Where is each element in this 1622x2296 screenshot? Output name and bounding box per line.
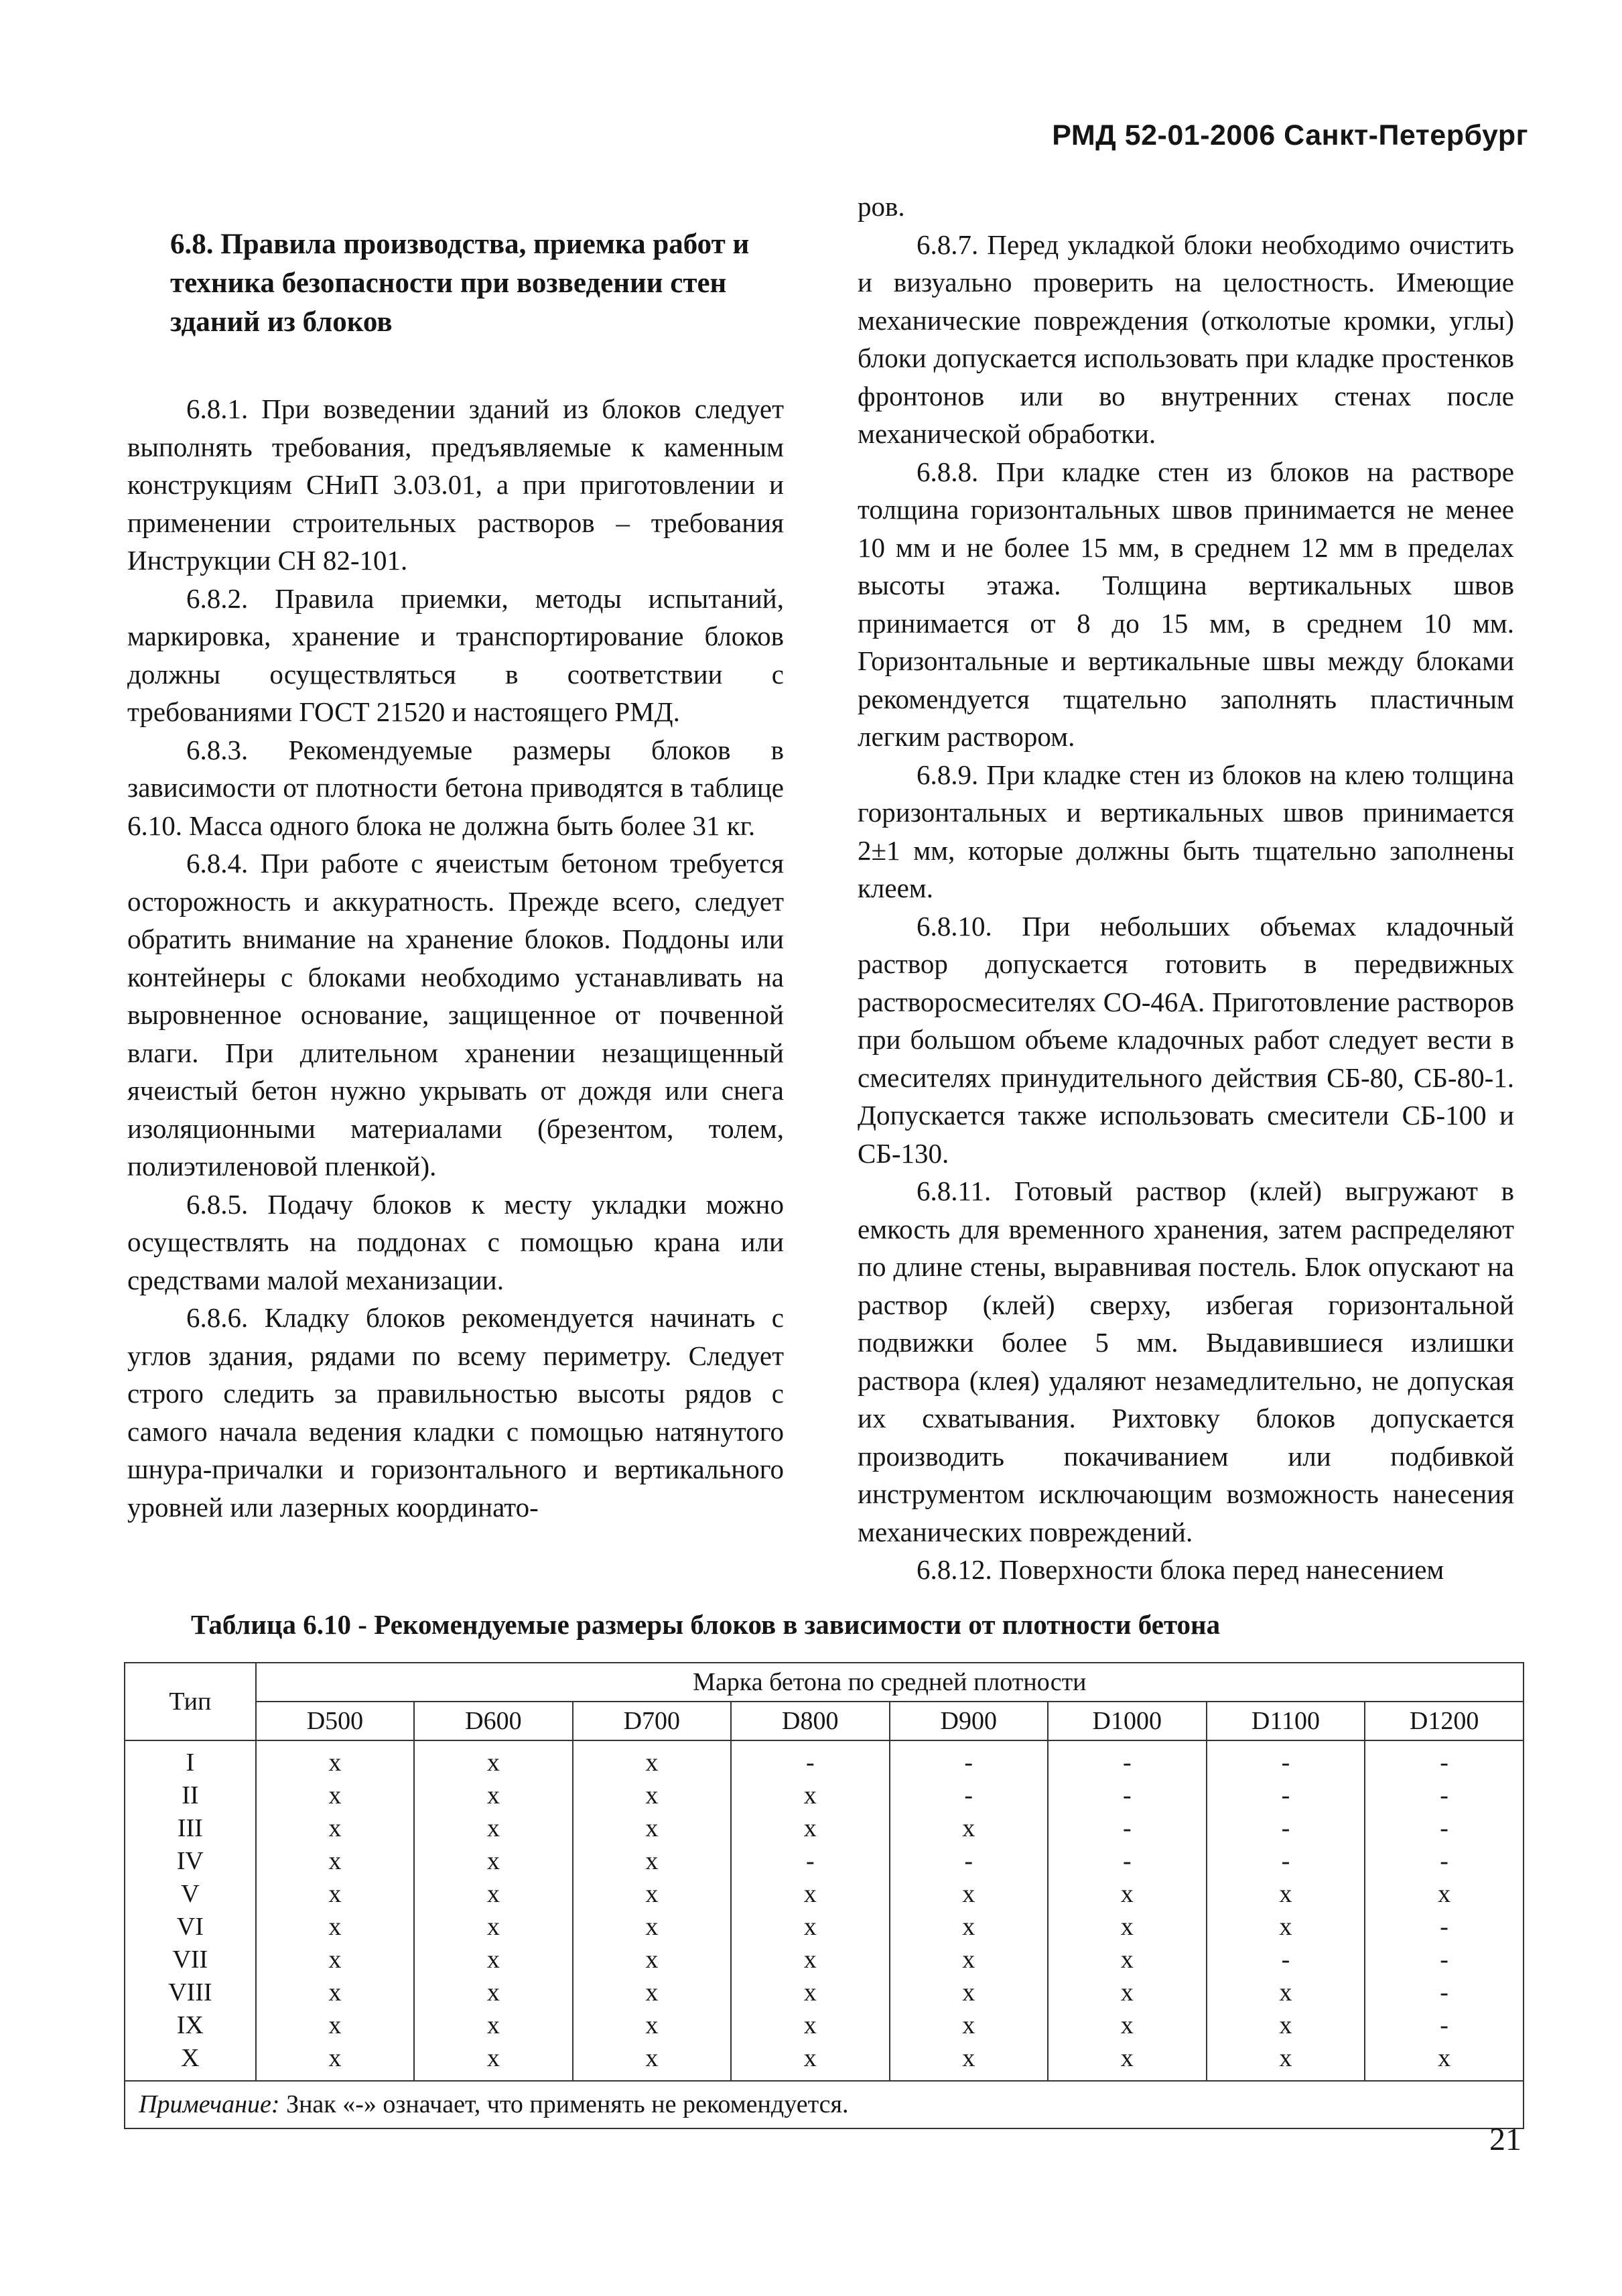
table-cell: - <box>1048 1779 1207 1812</box>
table-cell: - <box>1365 1740 1524 1779</box>
table-cell: x <box>573 1878 731 1911</box>
table-cell: x <box>573 1845 731 1878</box>
table-column-header: D800 <box>731 1702 889 1740</box>
table-row <box>125 1845 1524 1878</box>
table-body <box>125 1740 1524 2081</box>
table-cell: x <box>1365 1878 1524 1911</box>
table-caption: Таблица 6.10 - Рекомендуемые размеры блоков в зависимости от плотности бетона <box>191 1609 1221 1640</box>
table-row-type: IV <box>125 1845 256 1878</box>
table-cell: - <box>1365 1911 1524 1943</box>
table-cell: - <box>1365 1812 1524 1845</box>
table-cell: x <box>573 2009 731 2042</box>
table-row-type: I <box>125 1740 256 1779</box>
table-column-header: D900 <box>890 1702 1048 1740</box>
table-row-type: III <box>125 1812 256 1845</box>
table-column-header: D600 <box>414 1702 572 1740</box>
table-row-type: VI <box>125 1911 256 1943</box>
page-number: 21 <box>1489 2122 1522 2157</box>
table-cell: x <box>256 1911 414 1943</box>
table-cell: x <box>731 1779 889 1812</box>
table-row <box>125 1911 1524 1943</box>
table-cell: x <box>256 1976 414 2009</box>
table-row-type: X <box>125 2042 256 2081</box>
table-cell: - <box>1207 1740 1365 1779</box>
block-sizes-table <box>124 1662 1524 2129</box>
table-cell: x <box>1207 1976 1365 2009</box>
table-column-header: D700 <box>573 1702 731 1740</box>
paragraph-6-8-12: 6.8.12. Поверхности блока перед нанесением <box>917 1554 1444 1585</box>
paragraph-6-8-7: 6.8.7. Перед укладкой блоки необходимо очистить и визуально проверить на целостность. Имеющие механические повреждения (отколотые кромки, углы) блоки допускается использовать при кладке простенков фронтонов или во внутренних стенах после механической обработки. <box>858 229 1514 449</box>
table-cell: x <box>414 1943 572 1976</box>
table-cell: x <box>1048 1976 1207 2009</box>
table-cell: - <box>890 1845 1048 1878</box>
paragraph-6-8-4: 6.8.4. При работе с ячеистым бетоном требуется осторожность и аккуратность. Прежде всего, следует обратить внимание на хранение блоков. Поддоны или контейнеры с блоками необходимо устанавливать на выровненное основание, защищенное от почвенной влаги. При длительном хранении незащищенный ячеистый бетон нужно укрывать от дождя или снега изоляционными материалами (брезентом, толем, полиэтиленовой пленкой). <box>127 848 784 1182</box>
table-cell: - <box>1048 1740 1207 1779</box>
table-cell: x <box>256 2009 414 2042</box>
table-cell: - <box>1365 1845 1524 1878</box>
table-cell: x <box>256 1845 414 1878</box>
right-column <box>858 188 1514 1589</box>
table-cell: x <box>890 1878 1048 1911</box>
table-row-type: VIII <box>125 1976 256 2009</box>
section-title: 6.8. Правила производства, приемка работ и техника безопасности при возведении стен зданий из блоков <box>170 229 750 338</box>
table-row <box>125 1976 1524 2009</box>
table-row-type: II <box>125 1779 256 1812</box>
table-cell: x <box>1207 1878 1365 1911</box>
table-cell: x <box>1365 2042 1524 2081</box>
table-cell: x <box>1048 1911 1207 1943</box>
table-cell: - <box>731 1845 889 1878</box>
table-cell: x <box>731 1812 889 1845</box>
table-row <box>125 1943 1524 1976</box>
table-cell: - <box>731 1740 889 1779</box>
table-cell: - <box>1207 1812 1365 1845</box>
table-cell: x <box>256 1943 414 1976</box>
table-column-headers <box>125 1702 1524 1740</box>
table-cell: x <box>1048 1943 1207 1976</box>
table-cell: x <box>1207 1911 1365 1943</box>
table-cell: x <box>890 2042 1048 2081</box>
table-cell: x <box>890 1911 1048 1943</box>
table-cell: x <box>731 1976 889 2009</box>
table-cell: x <box>573 1943 731 1976</box>
table-note-text: Знак «-» означает, что применять не рекомендуется. <box>279 2090 849 2118</box>
table-cell: x <box>1207 2009 1365 2042</box>
table-cell: x <box>1207 2042 1365 2081</box>
table-cell: x <box>573 2042 731 2081</box>
table-cell: x <box>573 1911 731 1943</box>
table-cell: x <box>414 1878 572 1911</box>
table-cell: - <box>1207 1943 1365 1976</box>
paragraph-6-8-9: 6.8.9. При кладке стен из блоков на клею толщина горизонтальных и вертикальных швов принимается 2±1 мм, которые должны быть тщательно заполнены клеем. <box>858 759 1514 903</box>
paragraph-6-8-10: 6.8.10. При небольших объемах кладочный раствор допускается готовить в передвижных растворосмесителях СО-46А. Приготовление растворов при большом объеме кладочных работ следует вести в смесителях принудительного действия СБ-80, СБ-80-1. Допускается также использовать смесители СБ-100 и СБ-130. <box>858 910 1514 1169</box>
paragraph-6-8-11: 6.8.11. Готовый раствор (клей) выгружают в емкость для временного хранения, затем распределяют по длине стены, выравнивая постель. Блок опускают на раствор (клей) сверху, избегая горизонтальной подвижки более 5 мм. Выдавившиеся излишки раствора (клея) удаляют незамедлительно, не допуская их схватывания. Рихтовку блоков допускается производить покачиванием или подбивкой инструментом исключающим возможность нанесения механических повреждений. <box>858 1175 1514 1547</box>
table-cell: x <box>573 1779 731 1812</box>
table-cell: x <box>573 1740 731 1779</box>
table-note-label: Примечание: <box>139 2090 280 2118</box>
table-column-header: D1100 <box>1207 1702 1365 1740</box>
table-cell: - <box>1207 1779 1365 1812</box>
table-cell: x <box>731 2009 889 2042</box>
table-row-type: VII <box>125 1943 256 1976</box>
table-cell: x <box>414 1845 572 1878</box>
table-header-density-grade: Марка бетона по средней плотности <box>256 1663 1524 1702</box>
paragraph-6-8-8: 6.8.8. При кладке стен из блоков на растворе толщина горизонтальных швов принимается не менее 10 мм и не более 15 мм, в среднем 12 мм в пределах высоты этажа. Толщина вертикальных швов принимается от 8 до 15 мм, в среднем 10 мм. Горизонтальные и вертикальные швы между блоками рекомендуется тщательно заполнять пластичным легким раствором. <box>858 456 1514 752</box>
table-cell: x <box>731 1911 889 1943</box>
paragraph-6-8-2: 6.8.2. Правила приемки, методы испытаний, маркировка, хранение и транспортирование блоков должны осуществляться в соответствии с требованиями ГОСТ 21520 и настоящего РМД. <box>127 582 784 727</box>
table-cell: - <box>1048 1845 1207 1878</box>
table-cell: x <box>414 1779 572 1812</box>
table-column-header: D1200 <box>1365 1702 1524 1740</box>
paragraph-continuation: ров. <box>858 191 905 222</box>
table-row <box>125 1878 1524 1911</box>
paragraph-6-8-1: 6.8.1. При возведении зданий из блоков следует выполнять требования, предъявляемые к каменным конструкциям СНиП 3.03.01, а при приготовлении и применении строительных растворов – требования Инструкции СН 82-101. <box>127 393 784 576</box>
table-note <box>125 2081 1524 2128</box>
table-cell: - <box>1207 1845 1365 1878</box>
table-cell: x <box>573 1976 731 2009</box>
table-cell: - <box>1365 2009 1524 2042</box>
table-cell: x <box>414 1911 572 1943</box>
table-row <box>125 1779 1524 1812</box>
document-header: РМД 52-01-2006 Санкт-Петербург <box>1052 119 1528 151</box>
table-cell: x <box>890 2009 1048 2042</box>
table-column-header: D500 <box>256 1702 414 1740</box>
table-row-type: V <box>125 1878 256 1911</box>
paragraph-6-8-3: 6.8.3. Рекомендуемые размеры блоков в зависимости от плотности бетона приводятся в таблице 6.10. Масса одного блока не должна быть более 31 кг. <box>127 734 784 841</box>
table-cell: x <box>414 2042 572 2081</box>
table-row <box>125 2042 1524 2081</box>
table-cell: x <box>731 2042 889 2081</box>
table-cell: - <box>890 1779 1048 1812</box>
paragraph-6-8-6: 6.8.6. Кладку блоков рекомендуется начинать с углов здания, рядами по всему периметру. Следует строго следить за правильностью высоты рядов с самого начала ведения кладки с помощью натянутого шнура-причалки и горизонтального и вертикального уровней или лазерных координато- <box>127 1302 784 1523</box>
table-cell: x <box>256 1878 414 1911</box>
table-header-type: Тип <box>125 1663 256 1740</box>
table-cell: x <box>731 1878 889 1911</box>
table-cell: x <box>256 2042 414 2081</box>
table-cell: x <box>890 1943 1048 1976</box>
table-cell: x <box>890 1976 1048 2009</box>
table-column-header: D1000 <box>1048 1702 1207 1740</box>
table-cell: - <box>1365 1976 1524 2009</box>
table-cell: x <box>414 1740 572 1779</box>
table-cell: - <box>1048 1812 1207 1845</box>
table-cell: x <box>414 1812 572 1845</box>
left-column <box>127 188 784 1526</box>
table-cell: x <box>1048 1878 1207 1911</box>
paragraph-6-8-5: 6.8.5. Подачу блоков к месту укладки можно осуществлять на поддонах с помощью крана или средствами малой механизации. <box>127 1188 784 1295</box>
table-cell: - <box>1365 1779 1524 1812</box>
table-cell: x <box>414 2009 572 2042</box>
table-cell: x <box>573 1812 731 1845</box>
table-cell: x <box>256 1779 414 1812</box>
table-cell: - <box>1365 1943 1524 1976</box>
table-cell: x <box>256 1740 414 1779</box>
table-cell: x <box>890 1812 1048 1845</box>
table-cell: x <box>731 1943 889 1976</box>
table-row <box>125 1740 1524 1779</box>
table-row-type: IX <box>125 2009 256 2042</box>
table-row <box>125 1812 1524 1845</box>
table-cell: x <box>256 1812 414 1845</box>
table-cell: - <box>890 1740 1048 1779</box>
table-cell: x <box>1048 2042 1207 2081</box>
table-cell: x <box>1048 2009 1207 2042</box>
table-row <box>125 2009 1524 2042</box>
table-cell: x <box>414 1976 572 2009</box>
